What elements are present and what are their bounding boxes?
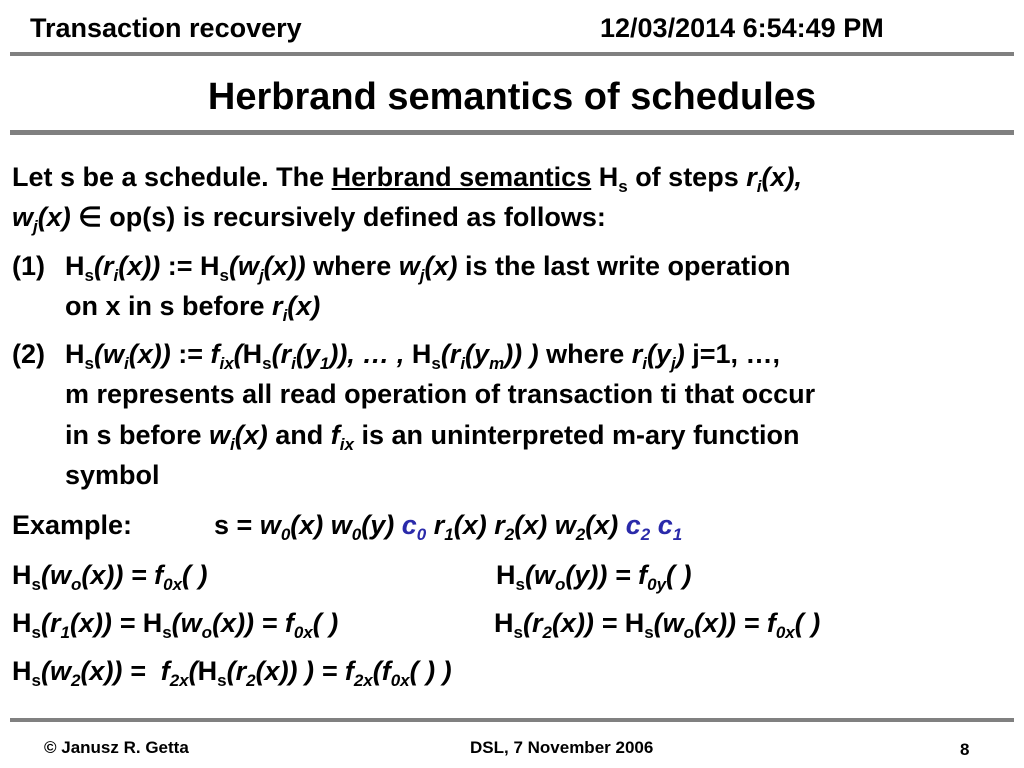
eq-hs-w2x: $H_s(w_2(x)) = f_{2x}(H_s(r_2(x))$ ) = $f_{2x}(f_{0x}$( ) ) bbox=[12, 656, 452, 690]
slide-datetime: 12/03/2014 6:54:49 PM bbox=[600, 13, 884, 43]
item-2-line-4: symbol bbox=[65, 460, 160, 490]
slide-title: Herbrand semantics of schedules bbox=[207, 76, 817, 118]
example-label: Example: bbox=[12, 510, 133, 540]
herbrand-semantics-term: Herbrand semantics bbox=[331, 162, 592, 192]
intro-line-2: $w_j(x)$ ∈ op(s) is recursively defined as follows: bbox=[12, 202, 606, 236]
eq-hs-w0x: $H_s(w_o(x)) = f_{0x}$( ) bbox=[12, 560, 208, 594]
page-number: 8 bbox=[960, 740, 970, 759]
example-schedule: $s = w_0(x)$ $w_0(y)$ $c_0$ $r_1(x)$ $r_2(x)$ $w_2(x)$ $c_2$ $c_1$ bbox=[214, 510, 683, 544]
eq-hs-r2x: $H_s(r_2(x)) = H_s(w_o(x)) = f_{0x}$( ) bbox=[494, 608, 821, 642]
footer-rule bbox=[10, 718, 1014, 722]
footer-center: DSL, 7 November 2006 bbox=[470, 738, 654, 757]
item-1-marker: (1) bbox=[12, 251, 45, 281]
title-rule bbox=[10, 130, 1014, 135]
item-1-line-2: on x in s before $r_i(x)$ bbox=[65, 291, 321, 325]
eq-hs-w0y: $H_s(w_o(y)) = f_{0y}$( ) bbox=[496, 560, 692, 594]
header-rule bbox=[10, 52, 1014, 56]
slide-topic: Transaction recovery bbox=[30, 13, 302, 43]
item-2-line-3: in s before $w_i(x)$ and $f_{ix}$ is an uninterpreted m-ary function bbox=[65, 420, 800, 454]
item-2-line-1: $H_s(w_i(x))$ := $f_{ix}(H_s(r_i(y_1))$, … , $H_s(r_i(y_m))$ ) where $r_i(y_j)$ j=1, …, bbox=[65, 339, 781, 373]
item-1-line-1: $H_s(r_i(x))$ := $H_s(w_j(x))$ where $w_j(x)$ is the last write operation bbox=[65, 251, 791, 285]
footer-copyright: © Janusz R. Getta bbox=[44, 738, 189, 757]
item-2-marker: (2) bbox=[12, 339, 45, 369]
intro-line-1: Let s be a schedule. The Herbrand semantics $H_s$ of steps $r_i(x)$, bbox=[12, 162, 802, 196]
item-2-line-2: m represents all read operation of transaction ti that occur bbox=[65, 379, 816, 409]
eq-hs-r1x: $H_s(r_1(x)) = H_s(w_o(x)) = f_{0x}$( ) bbox=[12, 608, 339, 642]
